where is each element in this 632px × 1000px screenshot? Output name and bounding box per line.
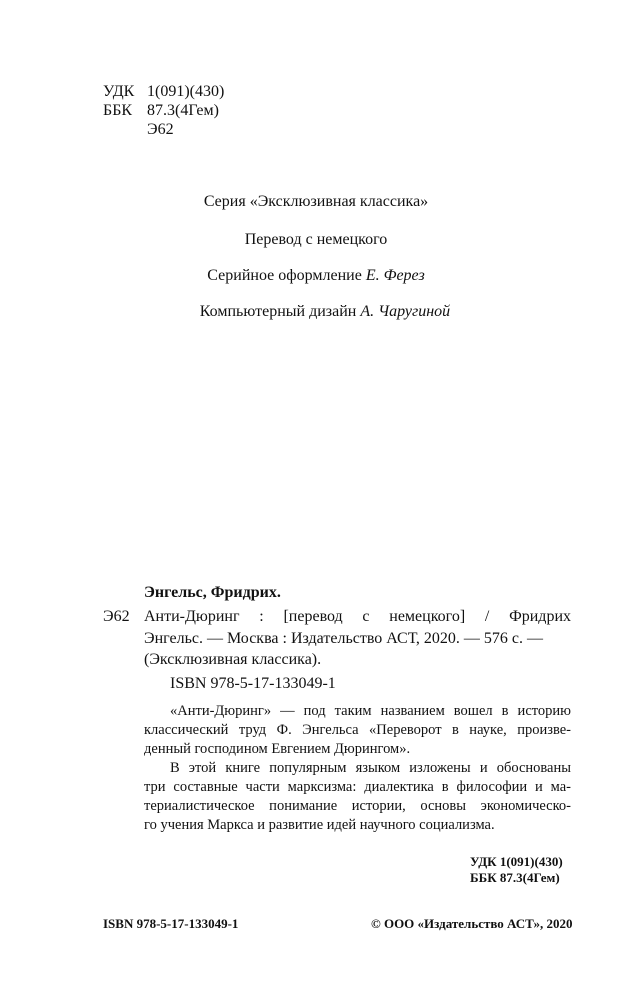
bbk-row — [103, 101, 219, 121]
annotation-line: три составные части марксизма: диалектика в философии и ма- — [144, 779, 571, 795]
bbk-label: ББК — [103, 102, 133, 119]
design-line — [0, 266, 632, 286]
annotation-line: териалистическое понимание истории, основы экономическо- — [144, 798, 571, 814]
footer-copyright: © ООО «Издательство АСТ», 2020 — [371, 916, 573, 931]
computer-design-label: Компьютерный дизайн — [199, 303, 361, 320]
annotation-line: го учения Маркса и развитие идей научного социализма. — [144, 817, 495, 833]
computer-design-line — [9, 302, 632, 322]
catalog-isbn: ISBN 978-5-17-133049-1 — [170, 675, 336, 692]
design-label: Серийное оформление — [207, 267, 366, 284]
udk-value: 1(091)(430) — [147, 83, 225, 100]
author-sign: Э62 — [147, 121, 174, 138]
bbk-value: 87.3(4Гем) — [147, 102, 219, 119]
udk-row — [103, 82, 224, 102]
catalog-desc-line: (Эксклюзивная классика). — [144, 651, 322, 668]
annotation-line: «Анти-Дюринг» — под таким названием вошел в историю — [170, 703, 571, 719]
udk-label: УДК — [103, 83, 135, 100]
annotation-line: денный господином Евгением Дюрингом». — [144, 741, 411, 757]
catalog-desc-line: Анти-Дюринг : [перевод с немецкого] / Фридрих — [144, 608, 571, 625]
translation-line: Перевод с немецкого — [244, 231, 388, 248]
catalog-bbk-right: ББК 87.3(4Гем) — [470, 870, 560, 885]
computer-design-name: А. Чаругиной — [360, 303, 451, 320]
annotation-line: классический труд Ф. Энгельса «Переворот в науке, произве- — [144, 722, 571, 738]
catalog-code: Э62 — [103, 608, 130, 625]
catalog-desc-line: Энгельс. — Москва : Издательство АСТ, 2020. — 576 с. — — [144, 630, 543, 647]
design-name: Е. Ферез — [365, 267, 425, 284]
catalog-author: Энгельс, Фридрих. — [144, 584, 281, 601]
footer-isbn: ISBN 978-5-17-133049-1 — [103, 916, 239, 931]
catalog-udk-right: УДК 1(091)(430) — [470, 854, 563, 869]
series-line: Серия «Эксклюзивная классика» — [203, 193, 429, 210]
annotation-line: В этой книге популярным языком изложены и обоснованы — [170, 760, 571, 776]
